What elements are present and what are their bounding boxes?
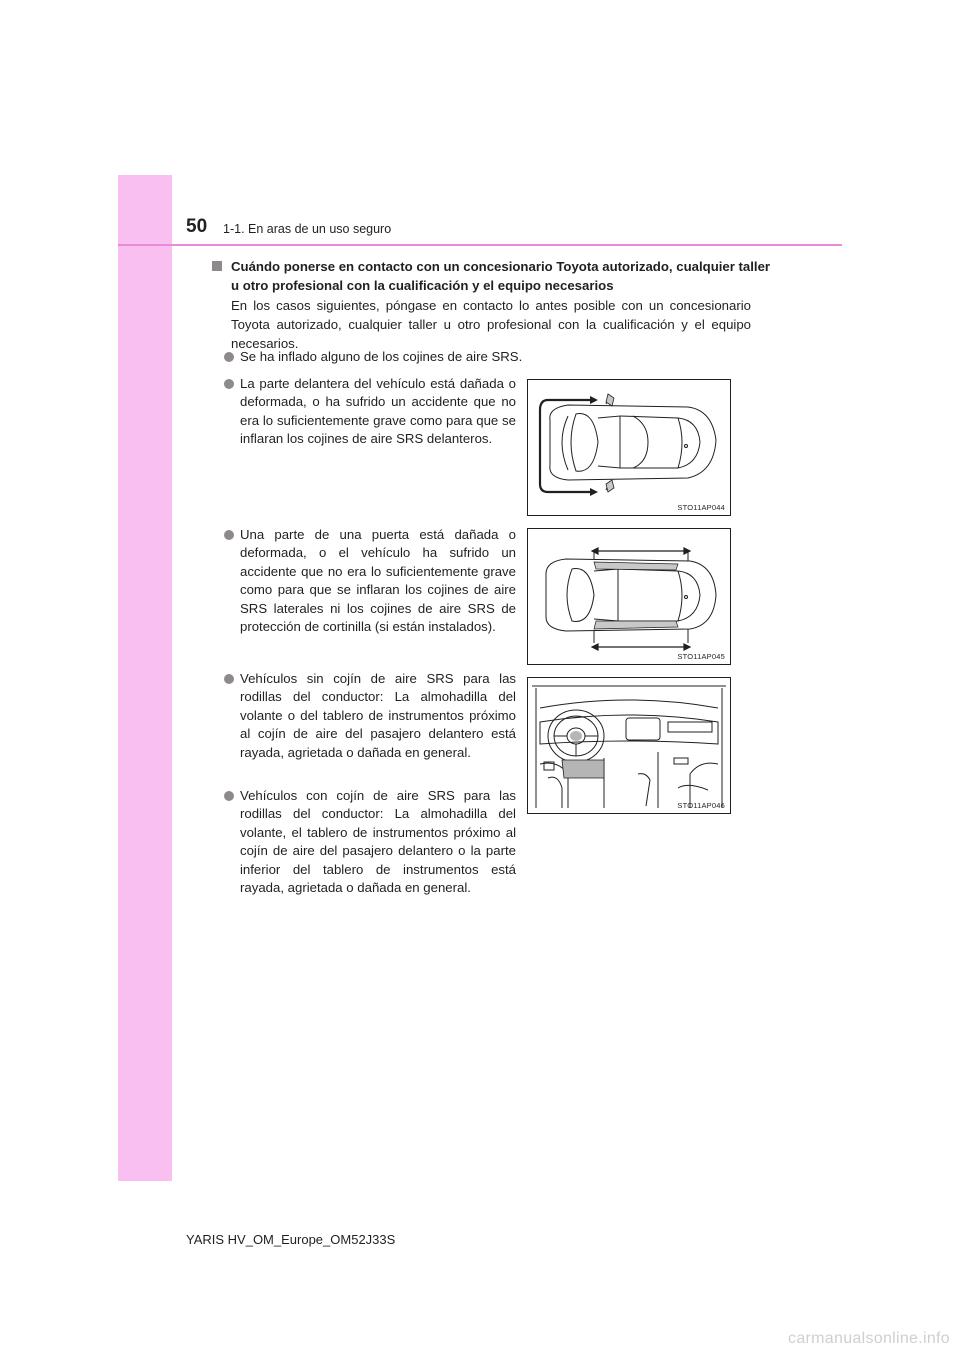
list-item xyxy=(222,787,516,897)
car-side-damage-illustration xyxy=(528,529,730,664)
bullet-dot-icon xyxy=(224,352,234,362)
bullet-dot-icon xyxy=(224,791,234,801)
intro-paragraph: En los casos siguientes, póngase en contacto lo antes posible con un concesionario Toyota autorizado, cualquier taller u otro profesional con la cualificación y el equipo necesarios. xyxy=(231,298,751,351)
side-color-band xyxy=(118,175,172,1181)
square-bullet-icon xyxy=(212,261,222,271)
figure-code: STO11AP045 xyxy=(677,652,725,661)
figure-code: STO11AP046 xyxy=(677,801,725,810)
watermark: carmanualsonline.info xyxy=(788,1330,950,1347)
list-item xyxy=(222,670,516,762)
section-heading-text: Cuándo ponerse en contacto con un concesionario Toyota autorizado, cualquier taller u otro profesional con la cualificación y el equipo necesarios xyxy=(231,259,771,293)
footer-document-id: YARIS HV_OM_Europe_OM52J33S xyxy=(186,1232,396,1247)
figure-code: STO11AP044 xyxy=(677,503,725,512)
section-title: 1-1. En aras de un uso seguro xyxy=(223,222,392,236)
list-item-text: Una parte de una puerta está dañada o deformada, o el vehículo ha sufrido un accidente que no era lo suficientemente grave como para que se inflaran los cojines de aire SRS laterales ni los cojines de aire SRS de protección de cortinilla (si están instalados). xyxy=(240,527,516,635)
header-divider xyxy=(118,244,842,246)
bullet-dot-icon xyxy=(224,379,234,389)
dashboard-interior-illustration xyxy=(528,678,730,813)
list-item-text: Vehículos con cojín de aire SRS para las rodillas del conductor: La almohadilla del volante, el tablero de instrumentos próximo al cojín de aire del pasajero delantero o la parte inferior del tablero de instrumentos está rayada, agrietada o dañada en general. xyxy=(240,788,516,896)
car-front-damage-illustration xyxy=(528,380,730,515)
figure-side-damage xyxy=(527,528,731,665)
list-item-text: La parte delantera del vehículo está dañada o deformada, o ha sufrido un accidente que no era lo suficientemente grave como para que se inflaran los cojines de aire SRS delanteros. xyxy=(240,376,516,447)
figure-dashboard xyxy=(527,677,731,814)
list-item-text: Vehículos sin cojín de aire SRS para las rodillas del conductor: La almohadilla del volante o del tablero de instrumentos próximo al cojín de aire del pasajero delantero está rayada, agrietada o dañada en general. xyxy=(240,671,516,760)
page-number: 50 xyxy=(186,216,208,237)
list-item-text: Se ha inflado alguno de los cojines de aire SRS. xyxy=(240,349,523,364)
list-item xyxy=(222,348,762,366)
list-item xyxy=(222,375,516,449)
bullet-dot-icon xyxy=(224,530,234,540)
section-heading xyxy=(212,257,772,295)
list-item xyxy=(222,526,516,636)
bullet-dot-icon xyxy=(224,674,234,684)
figure-front-damage xyxy=(527,379,731,516)
